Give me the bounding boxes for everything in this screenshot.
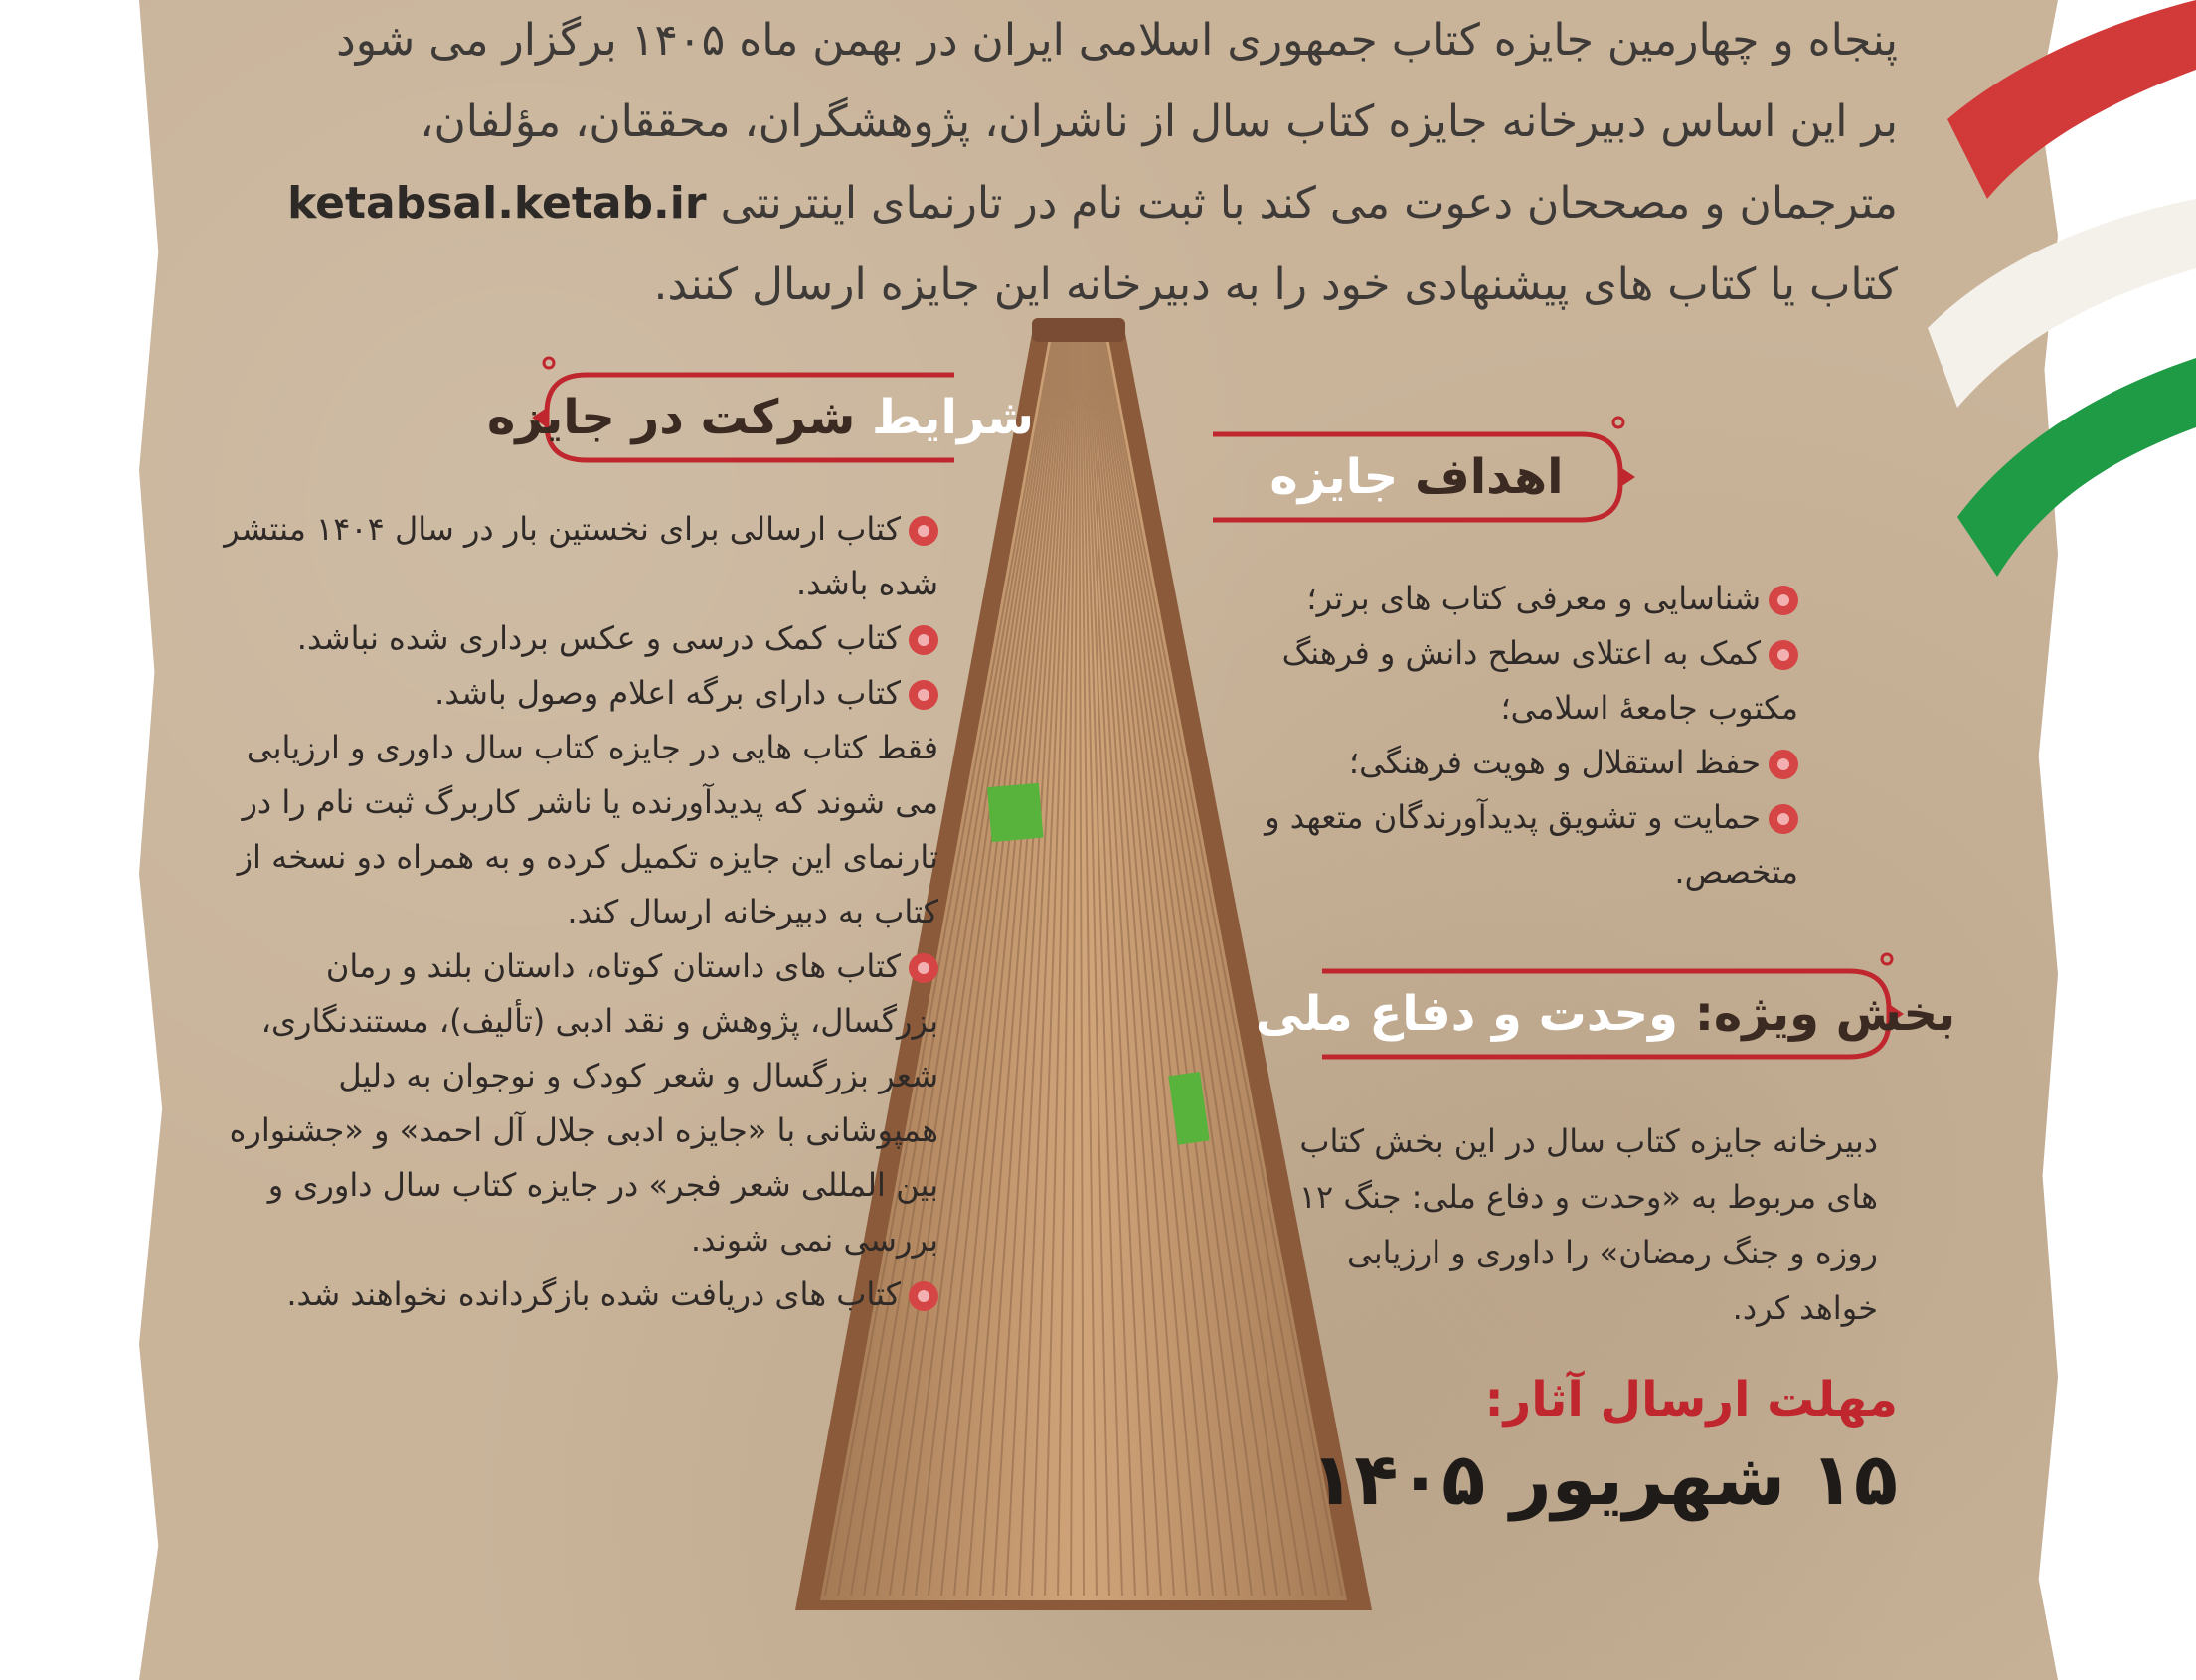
special-title-part1: بخش ویژه:	[1694, 986, 1956, 1042]
deadline-date: ۱۵ شهریور ۱۴۰۵	[1310, 1437, 1898, 1521]
list-item: کتاب ارسالی برای نخستین بار در سال ۱۴۰۴ منتشر شده باشد.	[224, 510, 938, 602]
intro-line-4: کتاب یا کتاب های پیشنهادی خود را به دبیرخانه این جایزه ارسال کنند.	[653, 259, 1898, 310]
special-banner	[1255, 949, 1956, 1079]
conditions-banner	[487, 353, 1034, 482]
goals-title-part1: اهداف	[1414, 449, 1564, 505]
flower-bullet-icon	[1769, 640, 1798, 670]
goals-title-part2: جایزه	[1269, 449, 1399, 505]
goals-banner	[1193, 413, 1640, 542]
flower-bullet-icon	[1769, 804, 1798, 834]
intro-paragraph	[277, 0, 1898, 326]
list-item: کتاب های داستان کوتاه، داستان بلند و رمان بزرگسال، پژوهش و نقد ادبی (تألیف)، مستندنگاری، شعر بزرگسال و شعر کودک و نوجوان به دلیل همپوشانی با «جایزه ادبی جلال آل احمد» و «جشنواره بین المللی شعر فجر» در جایزه کتاب سال داوری و بررسی نمی شوند.	[229, 947, 938, 1259]
intro-line-2: بر این اساس دبیرخانه جایزه کتاب سال از ناشران، پژوهشگران، محققان، مؤلفان،	[420, 96, 1898, 147]
list-item: شناسایی و معرفی کتاب های برتر؛	[1232, 572, 1798, 626]
flower-bullet-icon	[909, 680, 938, 710]
deadline-label: مهلت ارسال آثار:	[1484, 1372, 1898, 1428]
flower-bullet-icon	[909, 1281, 938, 1311]
website-url: ketabsal.ketab.ir	[287, 178, 707, 229]
goals-list	[1232, 572, 1798, 900]
conditions-list	[213, 502, 938, 1322]
deadline	[1310, 1372, 1898, 1521]
list-item: کمک به اعتلای سطح دانش و فرهنگ مکتوب جامعهٔ اسلامی؛	[1281, 634, 1798, 727]
conditions-title	[487, 353, 1034, 482]
list-item: حمایت و تشویق پدیدآورندگان متعهد و متخصص.	[1265, 798, 1798, 891]
flower-bullet-icon	[909, 953, 938, 983]
special-text: دبیرخانه جایزه کتاب سال در این بخش کتاب های مربوط به «وحدت و دفاع ملی: جنگ ۱۲ روزه و جنگ رمضان» را داوری و ارزیابی خواهد کرد.	[1298, 1122, 1878, 1327]
conditions-title-part1: شرایط	[872, 390, 1034, 445]
flower-bullet-icon	[909, 625, 938, 655]
intro-line-3	[277, 163, 1898, 245]
intro-line-3-text: مترجمان و مصححان دعوت می کند با ثبت نام در تارنمای اینترنتی	[720, 178, 1898, 229]
flower-bullet-icon	[1769, 586, 1798, 615]
special-title-part2: وحدت و دفاع ملی	[1255, 986, 1678, 1042]
conditions-title-part2: شرکت در جایزه	[487, 390, 856, 445]
flower-bullet-icon	[1769, 750, 1798, 779]
list-item: حفظ استقلال و هویت فرهنگی؛	[1232, 736, 1798, 790]
list-item: کتاب دارای برگه اعلام وصول باشد.	[213, 666, 938, 721]
flower-bullet-icon	[909, 516, 938, 546]
intro-line-1: پنجاه و چهارمین جایزه کتاب جمهوری اسلامی ایران در بهمن ماه ۱۴۰۵ برگزار می شود	[336, 15, 1898, 66]
special-title	[1255, 949, 1956, 1079]
list-item: کتاب های دریافت شده بازگردانده نخواهند شد.	[213, 1267, 938, 1322]
list-item: کتاب کمک درسی و عکس برداری شده نباشد.	[213, 611, 938, 666]
goals-title	[1193, 413, 1640, 542]
list-item: فقط کتاب هایی در جایزه کتاب سال داوری و ارزیابی می شوند که پدیدآورنده یا ناشر کاربرگ ثبت نام را در تارنمای این جایزه تکمیل کرده و به همراه دو نسخه از کتاب به دبیرخانه ارسال کند.	[237, 729, 938, 930]
